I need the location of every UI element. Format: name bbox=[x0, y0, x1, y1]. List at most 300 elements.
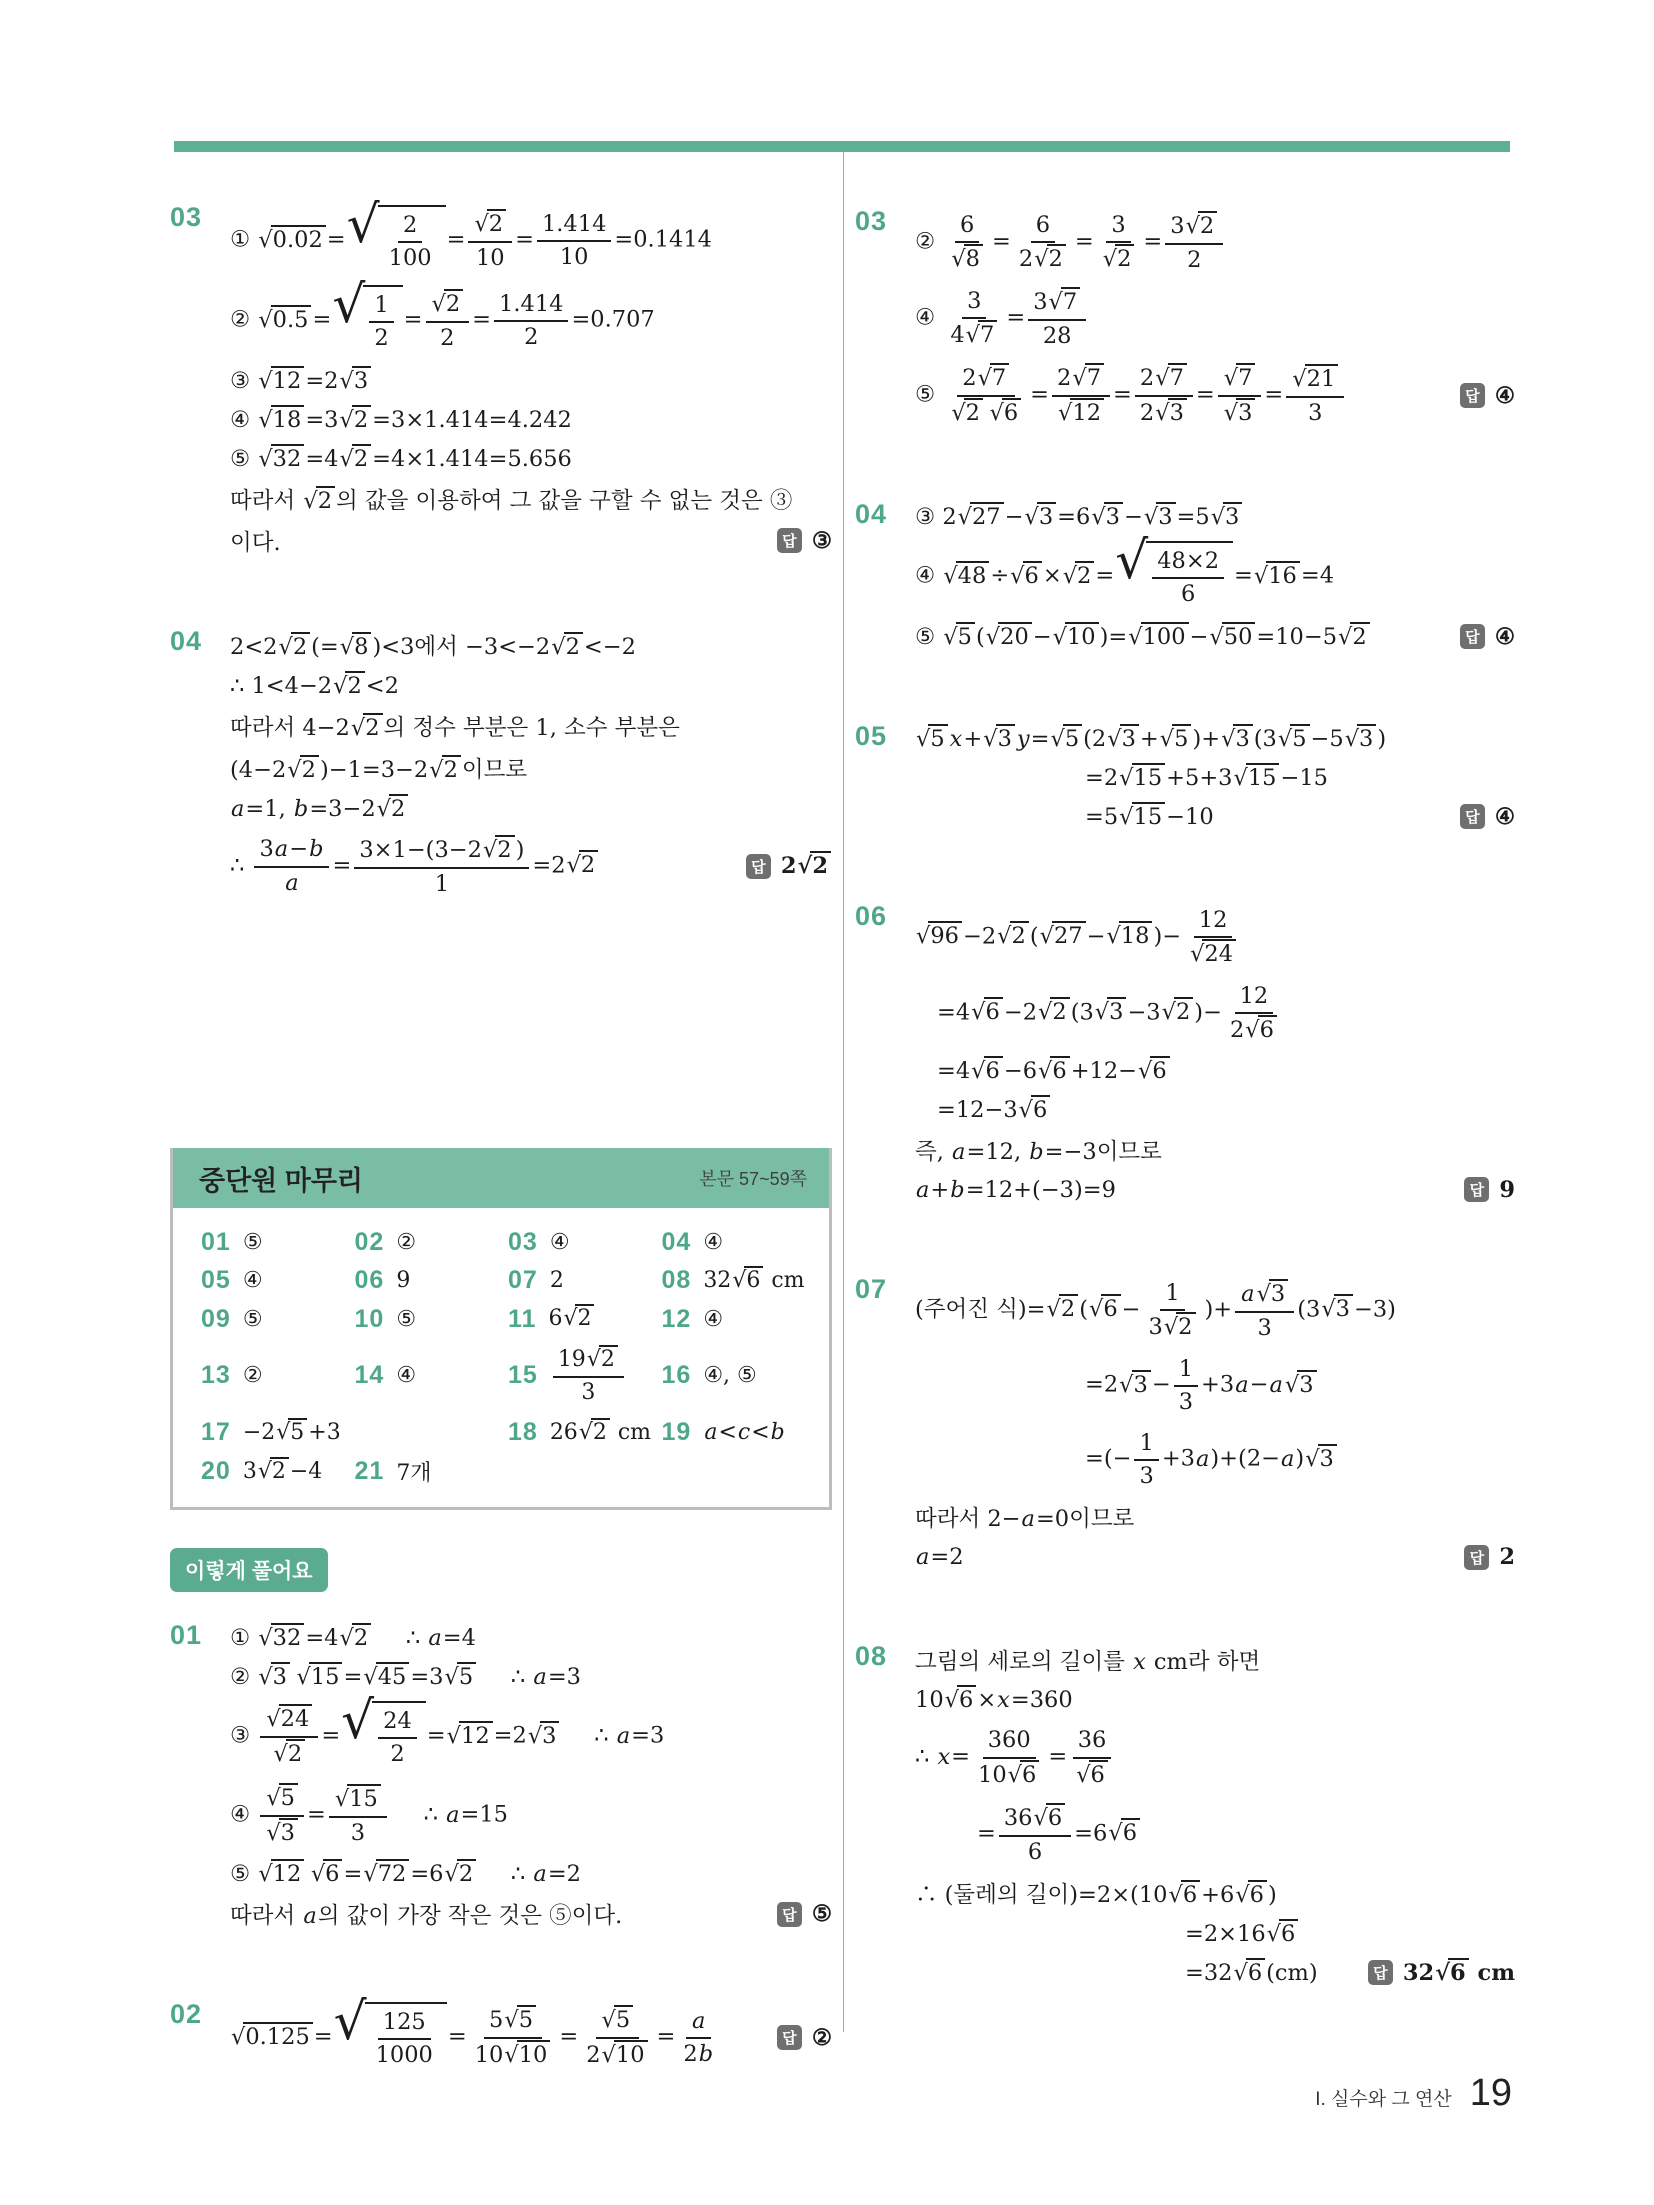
radicand: 2 bbox=[1047, 244, 1066, 274]
math-variable: a bbox=[231, 795, 245, 822]
denominator: 2 √ 6 bbox=[1225, 1014, 1283, 1045]
radicand: 7 bbox=[1085, 363, 1104, 393]
radical-sign: √ bbox=[1024, 504, 1039, 531]
solution-line: =4 √ 6 −2 √ 2 (3 √ 3 −3 √ 2 )− 12 2 √ 6 bbox=[937, 980, 1515, 1047]
radicand: 45 bbox=[376, 1662, 410, 1692]
math-variable: b bbox=[293, 795, 309, 822]
solution-line: ∴ x= 360 10 √ 6 = 36 √ 6 bbox=[915, 1724, 1515, 1791]
radicand: 6 bbox=[984, 1056, 1003, 1086]
radical-sign: √ bbox=[363, 1664, 378, 1690]
numerator: 1 bbox=[1134, 1429, 1158, 1461]
answer-key-item bbox=[201, 1304, 355, 1333]
sqrt-expression bbox=[916, 921, 962, 951]
sqrt-expression bbox=[504, 2005, 536, 2035]
sqrt-expression bbox=[958, 502, 1004, 532]
problem bbox=[170, 620, 832, 909]
solved-problems bbox=[170, 1614, 832, 2083]
denominator bbox=[260, 1817, 304, 1848]
problem-number: 04 bbox=[855, 499, 888, 530]
problem-solution bbox=[230, 1993, 832, 2082]
sqrt-expression bbox=[483, 835, 515, 865]
radical-sign: √ bbox=[1223, 365, 1239, 392]
radical-sign: √ bbox=[1266, 1920, 1281, 1947]
answer-key-number: 19 bbox=[661, 1417, 692, 1446]
solution-expression: 따라서 a의 값이 가장 작은 것은 ⑤이다. bbox=[230, 1903, 623, 1930]
answer-badge bbox=[1464, 1544, 1515, 1570]
fraction bbox=[1028, 285, 1086, 352]
radical-sign: √ bbox=[1233, 764, 1248, 791]
denominator: 100 bbox=[388, 245, 432, 272]
solution-line bbox=[915, 622, 1515, 652]
radicand: 8 bbox=[352, 632, 371, 662]
radical-sign: √ bbox=[431, 291, 446, 318]
numerator: 3a−b bbox=[254, 835, 329, 867]
math-variable: b bbox=[770, 1419, 785, 1445]
radicand: 6 bbox=[744, 1266, 763, 1295]
sqrt-expression bbox=[1103, 244, 1135, 274]
answer-value: ④ bbox=[1494, 382, 1515, 409]
problem bbox=[170, 196, 832, 566]
fraction bbox=[1286, 362, 1344, 429]
sqrt-expression bbox=[1338, 622, 1370, 652]
sqrt-expression bbox=[997, 921, 1029, 951]
numerator: 2 √ 7 bbox=[1135, 363, 1193, 397]
solution-line bbox=[1185, 1958, 1515, 1988]
radicand: 3 bbox=[1297, 1370, 1316, 1400]
sqrt-expression bbox=[1128, 622, 1188, 652]
solution-line: √ 5 x+ √ 3 y= √ 5 (2 √ 3 + √ 5 )+ √ 3 (3 √ 5 −5 √ 3 ) bbox=[916, 725, 1387, 752]
math-variable: b bbox=[698, 2041, 714, 2068]
answer-value: 2 bbox=[1499, 1544, 1515, 1571]
problem-number: 02 bbox=[170, 1999, 203, 2030]
denominator: 3 bbox=[1308, 400, 1323, 427]
answer-key-number: 21 bbox=[354, 1457, 385, 1486]
radicand: 15 bbox=[1132, 763, 1166, 793]
solution-expression: =5 √ 15 −10 bbox=[1085, 803, 1214, 830]
solution-expression: ∴ $\frac{3a-b}{a}$ = 3×1−(3−2 √ 2 ) 1 =2 √ 2 bbox=[230, 833, 720, 900]
problem-number: 04 bbox=[170, 625, 203, 656]
fraction bbox=[999, 1801, 1071, 1868]
radical-sign: √ bbox=[266, 1820, 281, 1847]
radicand: 6 bbox=[1246, 1958, 1265, 1988]
answer-key-item bbox=[201, 1266, 355, 1295]
radical-sign: √ bbox=[1058, 400, 1073, 427]
radicand: 3 bbox=[1318, 1444, 1337, 1474]
solution-line: a=1, b=3−2 √ 2 bbox=[230, 794, 832, 824]
radical-sign: √ bbox=[601, 2007, 616, 2034]
radicand: 2 bbox=[1050, 997, 1069, 1027]
numerator bbox=[260, 1783, 304, 1817]
sqrt-expression bbox=[258, 1457, 289, 1486]
radicand: 8 bbox=[964, 244, 983, 274]
radical-sign: √ bbox=[1102, 246, 1118, 273]
radical-sign: √ bbox=[333, 672, 348, 699]
answer-badge bbox=[1460, 804, 1515, 830]
answer-key-item bbox=[662, 1343, 816, 1409]
radicand: 2 bbox=[591, 1418, 610, 1447]
radicand: 2 bbox=[579, 850, 598, 880]
denominator bbox=[1070, 1759, 1114, 1790]
radicand: 5 bbox=[1172, 724, 1191, 754]
radicand: 5 bbox=[928, 724, 947, 754]
math-variable: a bbox=[303, 1903, 317, 1930]
denominator bbox=[1218, 397, 1262, 428]
radicand: 7 bbox=[978, 320, 997, 350]
solution-line bbox=[230, 525, 832, 557]
math-variable: x bbox=[937, 1743, 951, 1770]
answer-key-item bbox=[201, 1228, 355, 1257]
radical-sign: √ bbox=[1155, 400, 1170, 427]
problem-solution bbox=[915, 1635, 1515, 1996]
radical-sign: √ bbox=[971, 999, 986, 1026]
denominator: 2 bbox=[1187, 247, 1202, 273]
solution-line bbox=[915, 1542, 1515, 1572]
answer-key-value bbox=[550, 1343, 627, 1409]
fraction bbox=[1235, 1277, 1294, 1344]
radical-sign: √ bbox=[1305, 1445, 1320, 1472]
radical-sign: √ bbox=[1038, 1057, 1053, 1084]
radical-sign: √ bbox=[977, 365, 992, 392]
solution-line: ∴ (둘레의 길이)=2×(10 √ 6 +6 √ 6 ) bbox=[915, 1881, 1277, 1908]
sqrt-expression bbox=[916, 724, 948, 754]
answer-key-value: ④ bbox=[549, 1230, 570, 1255]
radicand: 5 bbox=[1063, 724, 1082, 754]
radicand: 32 bbox=[271, 444, 305, 474]
radical-sign: √ bbox=[971, 1057, 986, 1084]
answer-key-value: 32 √ 6 cm bbox=[703, 1266, 804, 1295]
sqrt-expression bbox=[363, 1662, 409, 1692]
sqrt-expression bbox=[346, 195, 446, 276]
answer-value: ④ bbox=[1494, 803, 1515, 830]
radicand: 21 bbox=[1305, 364, 1339, 394]
radical-sign: √ bbox=[1190, 940, 1205, 967]
sqrt-expression bbox=[966, 320, 998, 350]
sqrt-expression bbox=[1164, 1312, 1196, 1342]
left-column bbox=[170, 196, 832, 963]
math-variable: a bbox=[952, 1138, 966, 1165]
radicand: 3 bbox=[1223, 502, 1242, 532]
fraction bbox=[945, 285, 1003, 352]
answer-key-value: a<c<b bbox=[704, 1419, 785, 1445]
radicand: 10 bbox=[517, 2040, 551, 2070]
sqrt-expression bbox=[1049, 287, 1081, 317]
sqrt-expression bbox=[983, 724, 1015, 754]
denominator: 4 √ 7 bbox=[945, 319, 1003, 350]
sqrt-expression bbox=[1115, 531, 1233, 612]
answer-key-value: ⑤ bbox=[396, 1306, 417, 1332]
sqrt-expression bbox=[258, 1859, 304, 1889]
solution-line: ③ √ 12 =2 √ 3 bbox=[230, 366, 832, 396]
radicand: 2 bbox=[442, 755, 461, 785]
sqrt-expression bbox=[303, 486, 335, 516]
sqrt-expression bbox=[1233, 1958, 1265, 1988]
denominator bbox=[1052, 397, 1110, 428]
answer-key-value: ④, ⑤ bbox=[703, 1363, 757, 1389]
radicand: 6 bbox=[1089, 1760, 1108, 1790]
problem-number: 07 bbox=[855, 1273, 888, 1304]
sqrt-expression bbox=[258, 225, 325, 255]
solve-method-section bbox=[170, 1548, 832, 2137]
numerator: 360 bbox=[983, 1726, 1036, 1758]
radical-sign: √ bbox=[527, 1722, 543, 1749]
radicand: 6 bbox=[1248, 1880, 1267, 1910]
sqrt-expression bbox=[732, 1266, 763, 1295]
sqrt-expression bbox=[377, 794, 409, 824]
radicand: 32 bbox=[271, 1623, 305, 1653]
problem bbox=[855, 1635, 1515, 1996]
numerator: 6 bbox=[955, 211, 979, 243]
sqrt-expression bbox=[1040, 921, 1086, 951]
radicand: 3 bbox=[1236, 398, 1255, 428]
sqrt-expression bbox=[1119, 763, 1165, 793]
sqrt-expression bbox=[258, 1662, 290, 1692]
numerator: 6 bbox=[1031, 211, 1055, 243]
denominator: 10 bbox=[559, 244, 589, 271]
radical-sign: √ bbox=[1107, 725, 1122, 752]
radical-sign: √ bbox=[258, 1664, 273, 1690]
math-variable: b bbox=[1029, 1138, 1044, 1165]
fraction bbox=[945, 209, 989, 276]
solution-line: 그림의 세로의 길이를 x cm라 하면 bbox=[915, 1649, 1261, 1676]
fraction bbox=[468, 207, 512, 274]
answer-key-item bbox=[201, 1456, 355, 1487]
radicand: 10 bbox=[1065, 622, 1099, 652]
radicand: 6 bbox=[1279, 1919, 1298, 1949]
answer-value: ② bbox=[811, 2024, 832, 2051]
sqrt-expression bbox=[266, 1783, 298, 1813]
radical-sign: √ bbox=[504, 2042, 519, 2069]
sqrt-expression bbox=[258, 405, 304, 435]
radical-sign: √ bbox=[444, 1664, 459, 1690]
problem bbox=[855, 715, 1515, 841]
sqrt-expression bbox=[332, 275, 402, 356]
numerator: 12 bbox=[1235, 982, 1274, 1014]
radical-sign: √ bbox=[1338, 623, 1353, 650]
denominator: 3 bbox=[350, 1820, 366, 1847]
solution-line: =2×16 √ 6 bbox=[1185, 1919, 1515, 1949]
radicand: 7 bbox=[1236, 363, 1255, 393]
math-variable: x bbox=[997, 1687, 1010, 1714]
answer-key-item bbox=[662, 1418, 816, 1447]
radical-sign: √ bbox=[1052, 623, 1067, 650]
radicand: 2 bbox=[352, 444, 371, 474]
answer-key-value: −2 √ 5 +3 bbox=[243, 1418, 341, 1447]
solution-line: =2 √ 15 +5+3 √ 15 −15 bbox=[1085, 764, 1328, 791]
sqrt-expression bbox=[1053, 622, 1099, 652]
denominator: 28 bbox=[1042, 323, 1072, 350]
numerator: 2 √ 7 bbox=[1052, 363, 1110, 397]
radicand: 6 bbox=[1020, 1760, 1039, 1790]
sqrt-expression bbox=[1144, 502, 1176, 532]
solution-line: (주어진 식)= √ 2 ( √ 6 − 1 3 √ 2 )+ a √ 3 3 (3 √ 3 −3) bbox=[915, 1277, 1515, 1344]
radical-sign: √ bbox=[444, 1861, 459, 1888]
radical-sign: √ bbox=[1094, 999, 1110, 1026]
radicand: 12 bbox=[271, 1859, 305, 1889]
answer-key-value: 2 bbox=[549, 1268, 564, 1294]
math-variable: x bbox=[1133, 1649, 1146, 1676]
solution-line: ∴ 1<4−2 √ 2 <2 bbox=[230, 672, 399, 699]
math-variable: b bbox=[950, 1176, 965, 1203]
fraction bbox=[426, 287, 470, 354]
radicand: 6 bbox=[323, 1859, 342, 1889]
sqrt-expression bbox=[447, 1721, 493, 1751]
answer-key-number: 01 bbox=[201, 1228, 231, 1256]
denominator: 1000 bbox=[375, 2042, 433, 2069]
radical-sign: √ bbox=[1284, 1371, 1300, 1398]
answer-label: 답 bbox=[777, 528, 802, 553]
fraction bbox=[260, 1781, 304, 1850]
radical-sign: √ bbox=[1038, 999, 1053, 1026]
radicand: 2 bbox=[1198, 211, 1217, 241]
sqrt-expression bbox=[528, 1721, 560, 1751]
radicand: 3 bbox=[540, 1721, 559, 1751]
fraction bbox=[1152, 545, 1224, 610]
answer-key-item bbox=[355, 1343, 509, 1409]
radical-sign: √ bbox=[504, 2007, 519, 2034]
radical-sign: √ bbox=[1072, 365, 1087, 392]
sqrt-expression bbox=[429, 755, 461, 785]
numerator: 1.414 bbox=[494, 290, 568, 322]
sqrt-expression bbox=[339, 444, 371, 474]
radical-sign: √ bbox=[916, 725, 931, 752]
radical-sign: √ bbox=[997, 923, 1012, 950]
radical-sign: √ bbox=[258, 306, 273, 333]
radicand: 6 bbox=[957, 1685, 976, 1715]
answer-key-value: ② bbox=[242, 1363, 263, 1389]
fraction bbox=[1174, 1353, 1198, 1418]
sqrt-expression bbox=[1155, 398, 1187, 428]
answer-key-value: 6 √ 2 bbox=[548, 1304, 595, 1333]
radical-sign: √ bbox=[303, 487, 318, 514]
radicand bbox=[365, 2002, 447, 2073]
sqrt-expression bbox=[1160, 724, 1192, 754]
radical-sign: √ bbox=[1292, 366, 1307, 393]
sqrt-expression bbox=[1038, 997, 1070, 1027]
radical-sign: √ bbox=[1050, 725, 1065, 752]
math-variable: a bbox=[1195, 1445, 1210, 1472]
radicand: 3 bbox=[271, 1662, 290, 1692]
radicand: 12 bbox=[459, 1721, 493, 1751]
radical-sign: √ bbox=[1155, 365, 1170, 392]
problem bbox=[855, 493, 1515, 660]
sqrt-expression bbox=[1190, 939, 1236, 969]
math-variable: a bbox=[1241, 1280, 1255, 1307]
math-variable: a bbox=[616, 1722, 631, 1749]
numerator: 1 bbox=[1174, 1355, 1198, 1387]
denominator: 3 bbox=[1139, 1463, 1154, 1490]
denominator bbox=[945, 397, 1027, 428]
sqrt-expression bbox=[1435, 1958, 1468, 1988]
denominator: 2 √ 2 bbox=[1014, 243, 1072, 274]
problem-solution bbox=[915, 1268, 1515, 1582]
denominator: 3 √ 2 bbox=[1144, 1311, 1202, 1342]
solution-line: =(− $\frac{1}{3}$ +3a)+(2−a) √ 3 bbox=[1085, 1427, 1515, 1492]
sqrt-expression bbox=[943, 561, 989, 591]
radical-sign: √ bbox=[474, 211, 489, 238]
solution-line bbox=[915, 1175, 1515, 1205]
answer-key-box bbox=[170, 1148, 832, 1510]
answer-key-item bbox=[508, 1343, 662, 1409]
radicand: 15 bbox=[347, 1784, 381, 1814]
sqrt-expression bbox=[1234, 763, 1280, 793]
radical-sign: √ bbox=[339, 445, 354, 472]
sqrt-expression bbox=[990, 398, 1022, 428]
answer-label: 답 bbox=[1460, 804, 1485, 829]
math-variable: a bbox=[446, 1801, 460, 1828]
radicand: 5 bbox=[614, 2005, 633, 2035]
answer-key-number: 11 bbox=[508, 1304, 537, 1333]
numerator bbox=[426, 289, 470, 323]
radicand: 3 bbox=[1107, 997, 1126, 1027]
numerator bbox=[329, 1784, 387, 1818]
sqrt-expression bbox=[551, 632, 583, 662]
answer-key-value: 9 bbox=[396, 1268, 411, 1294]
radicand: 7 bbox=[1168, 363, 1187, 393]
numerator: 36 bbox=[1073, 1726, 1112, 1758]
answer-key-value: ⑤ bbox=[242, 1306, 263, 1332]
answer-key-item bbox=[201, 1418, 508, 1447]
numerator bbox=[1286, 364, 1344, 398]
radicand: 20 bbox=[998, 622, 1032, 652]
answer-key-value: ④ bbox=[703, 1230, 724, 1255]
sqrt-expression bbox=[339, 366, 371, 396]
math-variable: c bbox=[737, 1419, 751, 1445]
radical-sign: √ bbox=[258, 406, 273, 433]
radicand: 24 bbox=[1202, 939, 1236, 969]
radical-sign: √ bbox=[1210, 504, 1226, 531]
radicand: 18 bbox=[1119, 921, 1153, 951]
solution-line: ② 6 √ 8 = 6 2 √ 2 = 3 √ 2 = 3 √ 2 2 bbox=[915, 209, 1515, 276]
radical-sign: √ bbox=[429, 756, 444, 783]
denominator: 6 bbox=[1027, 1838, 1043, 1865]
sqrt-expression bbox=[1019, 1095, 1051, 1125]
solution-line: ① √ 0.02 = √ $\frac{2}{100}$ = √ 2 10 = $\frac{1.414}{10}$ =0.1414 bbox=[230, 205, 832, 276]
radicand: 18 bbox=[271, 405, 305, 435]
radical-sign: √ bbox=[578, 1419, 593, 1445]
problem-solution bbox=[230, 196, 832, 566]
sqrt-expression bbox=[1050, 724, 1082, 754]
fraction bbox=[945, 361, 1027, 430]
radicand: 2 bbox=[363, 713, 382, 743]
sqrt-expression bbox=[1107, 724, 1139, 754]
radicand bbox=[372, 1701, 426, 1772]
fraction bbox=[254, 833, 329, 898]
denominator: 2 √ 10 bbox=[581, 2039, 653, 2070]
fraction bbox=[384, 209, 437, 274]
radicand: 3 bbox=[1269, 1279, 1288, 1309]
answer-key-number: 08 bbox=[661, 1266, 692, 1295]
sqrt-expression bbox=[1168, 1880, 1200, 1910]
answer-key-item bbox=[201, 1343, 355, 1409]
problem-number: 01 bbox=[170, 1620, 203, 1650]
sqrt-expression bbox=[1024, 502, 1056, 532]
sqrt-expression bbox=[1119, 802, 1165, 832]
sqrt-expression bbox=[1211, 502, 1243, 532]
numerator: 1 bbox=[1160, 1279, 1184, 1311]
radical-sign: √ bbox=[1161, 999, 1176, 1026]
radicand: 5 bbox=[279, 1783, 298, 1813]
solution-line bbox=[1085, 802, 1515, 832]
sqrt-expression bbox=[266, 1818, 298, 1848]
solution-line: ① √ 32 =4 √ 2 ∴ a=4 bbox=[230, 1625, 476, 1651]
solution-line: ② √ 3 √ 15 = √ 45 =3 √ 5 ∴ a=3 bbox=[230, 1664, 581, 1690]
radical-sign: √ bbox=[1091, 504, 1106, 531]
fraction bbox=[1014, 209, 1072, 276]
denominator: 3 bbox=[1257, 1314, 1272, 1341]
radicand: 2 bbox=[457, 1859, 476, 1889]
answer-key-number: 13 bbox=[201, 1361, 231, 1390]
numerator bbox=[1218, 363, 1262, 397]
